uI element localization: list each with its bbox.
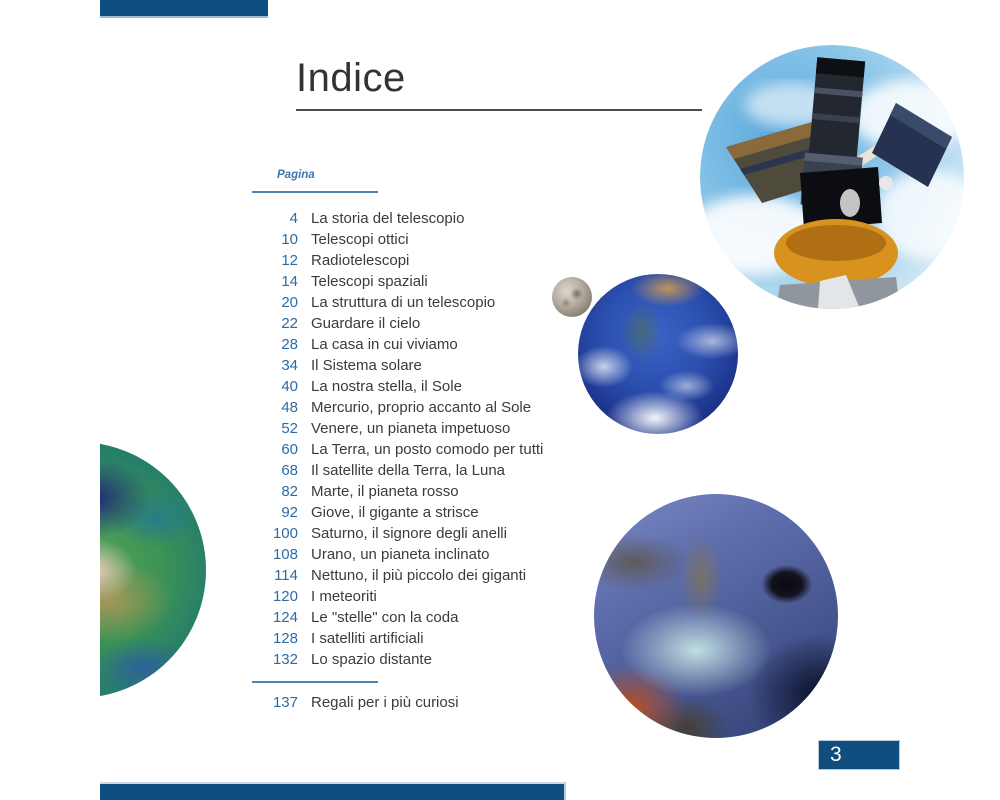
toc-entry (252, 628, 582, 649)
toc-entry-page-number: 128 (272, 630, 298, 647)
toc-entry (252, 229, 582, 250)
toc-entry-title: Lo spazio distante (311, 651, 432, 668)
toc-entry (252, 292, 582, 313)
toc-entry-title: I satelliti artificiali (311, 630, 424, 647)
toc-entry (252, 523, 582, 544)
toc-entry-title: Telescopi ottici (311, 231, 409, 248)
toc-entry-title: Regali per i più curiosi (311, 694, 459, 711)
toc-entry-page-number: 120 (272, 588, 298, 605)
toc-entry-page-number: 92 (281, 504, 298, 521)
toc-entry (252, 271, 582, 292)
toc-entry-title: Giove, il gigante a strisce (311, 504, 479, 521)
toc-entry (252, 544, 582, 565)
top-accent-bar (100, 0, 268, 18)
toc-entry-title: Guardare il cielo (311, 315, 421, 332)
hubble-telescope-illustration (700, 45, 964, 309)
toc-entry-title: La struttura di un telescopio (311, 294, 496, 311)
toc-entry (252, 565, 582, 586)
page-title: Indice (296, 56, 406, 100)
toc-entry (252, 481, 582, 502)
earth-photo (578, 274, 738, 434)
page-number-badge (818, 740, 900, 770)
toc-entry-title: La Terra, un posto comodo per tutti (311, 441, 544, 458)
toc-entry-title: Urano, un pianeta inclinato (311, 546, 490, 563)
toc-entry-title: Venere, un pianeta impetuoso (311, 420, 511, 437)
toc-entry (252, 313, 582, 334)
toc-entry-title: Radiotelescopi (311, 252, 410, 269)
toc-entry-page-number: 132 (272, 651, 298, 668)
page-column-rule (252, 191, 378, 193)
page-number: 3 (830, 743, 842, 766)
toc-entry-page-number: 60 (281, 441, 298, 458)
toc-entry-page-number: 28 (281, 336, 298, 353)
toc-entry-page-number: 100 (272, 525, 298, 542)
toc-entry-page-number: 40 (281, 378, 298, 395)
toc-entry-title: Marte, il pianeta rosso (311, 483, 459, 500)
toc-entry-title: La casa in cui viviamo (311, 336, 458, 353)
toc-entry (252, 250, 582, 271)
toc-entry (252, 439, 582, 460)
toc-entry (252, 460, 582, 481)
toc-entry-page-number: 48 (281, 399, 298, 416)
toc-entry-page-number: 12 (281, 252, 298, 269)
toc-entry-page-number: 124 (272, 609, 298, 626)
toc-entry (252, 334, 582, 355)
page-column-header: Pagina (277, 169, 315, 181)
toc-entry-page-number: 4 (289, 210, 298, 227)
toc-entry (252, 502, 582, 523)
toc-entry-title: Saturno, il signore degli anelli (311, 525, 507, 542)
toc-entry-page-number: 22 (281, 315, 298, 332)
venus-photo-clip (100, 442, 206, 700)
venus-photo (100, 442, 206, 698)
toc-entry-page-number: 10 (281, 231, 298, 248)
toc-entry (252, 586, 582, 607)
toc-entry (252, 208, 582, 229)
toc-entry-page-number: 114 (274, 567, 298, 584)
toc-entry-title: Le "stelle" con la coda (311, 609, 459, 626)
toc-entry-title: La nostra stella, il Sole (311, 378, 462, 395)
toc-entry (252, 355, 582, 376)
toc-entry (252, 649, 582, 670)
toc-entry-title: Telescopi spaziali (311, 273, 428, 290)
toc-entry (252, 692, 582, 713)
toc-entry-title: La storia del telescopio (311, 210, 465, 227)
toc-entry (252, 418, 582, 439)
toc-entry-title: I meteoriti (311, 588, 377, 605)
toc-entry-page-number: 137 (272, 694, 298, 711)
toc-entry-page-number: 68 (281, 462, 298, 479)
hubble-telescope-photo (700, 45, 964, 309)
nebula-photo (594, 494, 838, 738)
toc-entry-page-number: 14 (281, 273, 298, 290)
title-rule (296, 109, 702, 111)
toc-entry-page-number: 34 (281, 357, 298, 374)
toc-entry-page-number: 108 (272, 546, 298, 563)
toc-entry-title: Il satellite della Terra, la Luna (311, 462, 506, 479)
toc-entry-title: Nettuno, il più piccolo dei giganti (311, 567, 527, 584)
toc-entry-page-number: 52 (281, 420, 298, 437)
toc-entry (252, 376, 582, 397)
toc-entry-page-number: 82 (281, 483, 298, 500)
toc-separator-rule (252, 681, 378, 683)
toc-entry (252, 607, 582, 628)
toc-entry-title: Il Sistema solare (311, 357, 422, 374)
toc-entry-page-number: 20 (281, 294, 298, 311)
toc-entry (252, 397, 582, 418)
toc-entry-title: Mercurio, proprio accanto al Sole (311, 399, 532, 416)
bottom-accent-bar (100, 782, 566, 800)
toc-list (252, 208, 582, 713)
